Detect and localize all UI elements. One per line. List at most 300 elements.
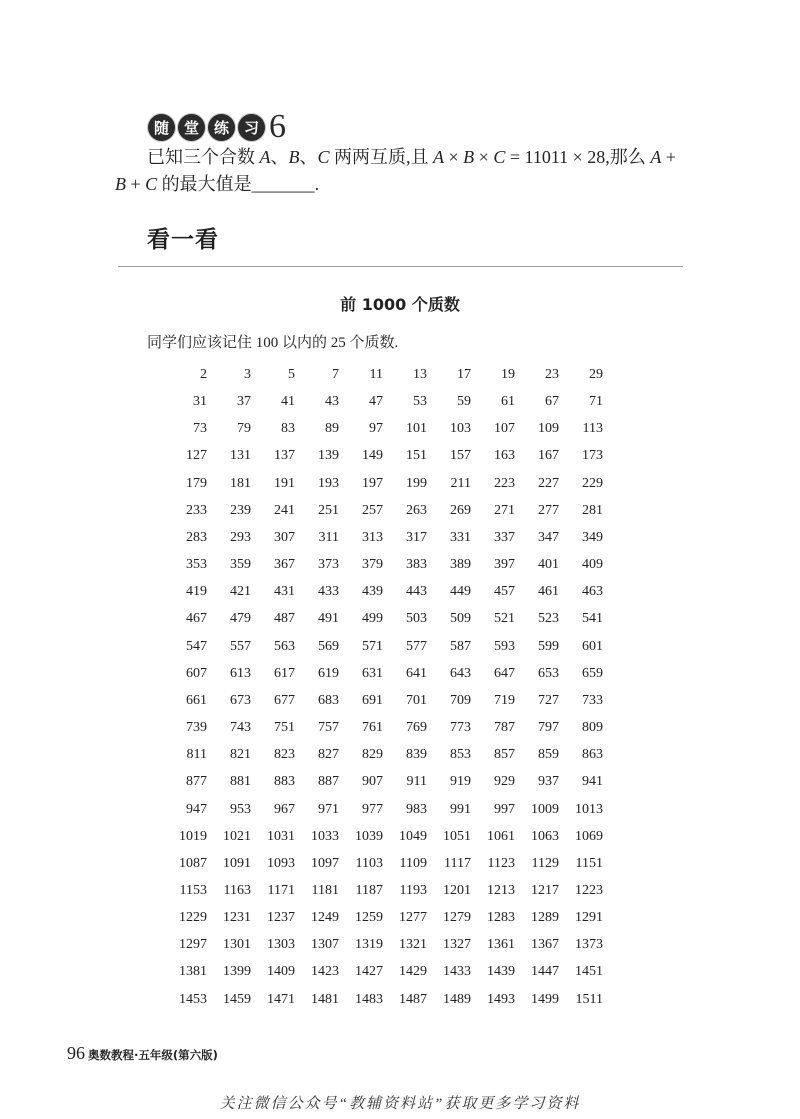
page-number: 96 <box>67 1043 85 1063</box>
prime-cell: 823 <box>274 747 295 763</box>
prime-cell: 223 <box>494 475 515 491</box>
book-title: 奥数教程·五年级(第六版) <box>88 1048 218 1062</box>
prime-cell: 877 <box>186 774 207 790</box>
prime-cell: 347 <box>538 529 559 545</box>
prime-cell: 1487 <box>399 991 427 1007</box>
prime-cell: 11 <box>369 367 383 382</box>
table-row <box>163 551 603 578</box>
prime-cell: 821 <box>230 747 251 763</box>
prime-cell: 271 <box>494 502 515 518</box>
prime-cell: 89 <box>325 421 339 437</box>
prime-cell: 107 <box>494 421 515 437</box>
question-line-1 <box>115 144 676 171</box>
prime-cell: 397 <box>494 557 515 573</box>
prime-cell: 691 <box>362 692 383 708</box>
prime-cell: 71 <box>589 394 603 410</box>
math-variable: C <box>317 147 330 167</box>
prime-cell: 151 <box>406 448 427 464</box>
table-row <box>163 958 603 985</box>
prime-cell: 1471 <box>267 991 295 1007</box>
prime-cell: 1423 <box>311 964 339 980</box>
prime-cell: 1117 <box>444 855 471 871</box>
table-row <box>163 470 603 497</box>
exercise-badge-4: 习 <box>238 114 265 141</box>
prime-cell: 383 <box>406 557 427 573</box>
table-row <box>163 578 603 605</box>
table-row <box>163 361 603 388</box>
prime-cell: 569 <box>318 638 339 654</box>
prime-cell: 67 <box>545 394 559 410</box>
prime-cell: 1453 <box>179 991 207 1007</box>
prime-cell: 211 <box>450 475 471 491</box>
prime-cell: 449 <box>450 584 471 600</box>
prime-cell: 829 <box>362 747 383 763</box>
prime-cell: 709 <box>450 692 471 708</box>
table-row <box>163 497 603 524</box>
prime-cell: 1231 <box>223 910 251 926</box>
prime-cell: 1381 <box>179 964 207 980</box>
prime-cell: 853 <box>450 747 471 763</box>
question-segment: + <box>126 174 146 194</box>
prime-cell: 733 <box>582 692 603 708</box>
prime-cell: 1229 <box>179 910 207 926</box>
prime-cell: 997 <box>494 801 515 817</box>
math-variable: B <box>115 174 126 194</box>
prime-cell: 61 <box>501 394 515 410</box>
prime-cell: 1297 <box>179 937 207 953</box>
prime-cell: 197 <box>362 475 383 491</box>
prime-cell: 499 <box>362 611 383 627</box>
table-row <box>163 768 603 795</box>
prime-cell: 1217 <box>531 882 559 898</box>
prime-cell: 283 <box>186 529 207 545</box>
prime-cell: 1399 <box>223 964 251 980</box>
prime-cell: 607 <box>186 665 207 681</box>
prime-cell: 787 <box>494 720 515 736</box>
prime-cell: 1451 <box>575 964 603 980</box>
prime-cell: 1019 <box>179 828 207 844</box>
table-row <box>163 823 603 850</box>
prime-cell: 127 <box>186 448 207 464</box>
prime-cell: 503 <box>406 611 427 627</box>
table-row <box>163 931 603 958</box>
prime-cell: 431 <box>274 584 295 600</box>
table-row <box>163 524 603 551</box>
prime-cell: 229 <box>582 475 603 491</box>
prime-cell: 773 <box>450 720 471 736</box>
prime-cell: 617 <box>274 665 295 681</box>
prime-cell: 1151 <box>575 855 603 871</box>
prime-cell: 937 <box>538 774 559 790</box>
exercise-header <box>148 108 286 145</box>
prime-cell: 1319 <box>355 937 383 953</box>
prime-cell: 467 <box>186 611 207 627</box>
prime-cell: 19 <box>501 367 515 382</box>
prime-cell: 433 <box>318 584 339 600</box>
question-segment: . <box>314 174 320 194</box>
primes-note: 同学们应该记住 100 以内的 25 个质数. <box>147 335 399 351</box>
prime-cell: 1069 <box>575 828 603 844</box>
prime-cell: 727 <box>538 692 559 708</box>
question-segment: 、 <box>299 147 318 167</box>
table-row <box>163 633 603 660</box>
prime-cell: 541 <box>582 611 603 627</box>
prime-cell: 167 <box>538 448 559 464</box>
prime-cell: 389 <box>450 557 471 573</box>
prime-cell: 647 <box>494 665 515 681</box>
prime-cell: 571 <box>362 638 383 654</box>
prime-cell: 1307 <box>311 937 339 953</box>
prime-cell: 1109 <box>399 855 427 871</box>
question-segment: 的最大值是 <box>157 174 252 194</box>
prime-cell: 191 <box>274 475 295 491</box>
prime-cell: 379 <box>362 557 383 573</box>
table-row <box>163 605 603 632</box>
prime-cell: 751 <box>274 720 295 736</box>
prime-cell: 349 <box>582 529 603 545</box>
prime-cell: 1277 <box>399 910 427 926</box>
prime-cell: 1367 <box>531 937 559 953</box>
prime-cell: 557 <box>230 638 251 654</box>
prime-cell: 179 <box>186 475 207 491</box>
prime-cell: 1163 <box>223 882 251 898</box>
prime-cell: 521 <box>494 611 515 627</box>
table-row <box>163 687 603 714</box>
prime-cell: 977 <box>362 801 383 817</box>
prime-cell: 263 <box>406 502 427 518</box>
prime-cell: 1259 <box>355 910 383 926</box>
question-segment: + <box>661 147 676 167</box>
question-segment: 已知三个合数 <box>147 147 260 167</box>
prime-cell: 233 <box>186 502 207 518</box>
prime-cell: 857 <box>494 747 515 763</box>
prime-cell: 1171 <box>267 882 295 898</box>
prime-cell: 337 <box>494 529 515 545</box>
prime-cell: 1483 <box>355 991 383 1007</box>
prime-cell: 1433 <box>443 964 471 980</box>
prime-cell: 907 <box>362 774 383 790</box>
prime-cell: 139 <box>318 448 339 464</box>
table-row <box>163 877 603 904</box>
prime-cell: 31 <box>193 394 207 410</box>
prime-cell: 919 <box>450 774 471 790</box>
math-variable: A <box>650 147 662 167</box>
math-variable: A <box>259 147 271 167</box>
prime-cell: 463 <box>582 584 603 600</box>
prime-cell: 199 <box>406 475 427 491</box>
math-variable: B <box>463 147 475 167</box>
prime-cell: 509 <box>450 611 471 627</box>
prime-cell: 83 <box>281 421 295 437</box>
prime-cell: 1033 <box>311 828 339 844</box>
prime-cell: 257 <box>362 502 383 518</box>
prime-cell: 677 <box>274 692 295 708</box>
prime-cell: 313 <box>362 529 383 545</box>
prime-cell: 331 <box>450 529 471 545</box>
table-row <box>163 388 603 415</box>
prime-cell: 193 <box>318 475 339 491</box>
prime-cell: 479 <box>230 611 251 627</box>
prime-cell: 277 <box>538 502 559 518</box>
prime-cell: 593 <box>494 638 515 654</box>
table-row <box>163 714 603 741</box>
prime-cell: 181 <box>230 475 251 491</box>
prime-cell: 859 <box>538 747 559 763</box>
prime-cell: 1051 <box>443 828 471 844</box>
prime-cell: 1039 <box>355 828 383 844</box>
prime-cell: 1063 <box>531 828 559 844</box>
prime-cell: 421 <box>230 584 251 600</box>
prime-cell: 457 <box>494 584 515 600</box>
table-row <box>163 660 603 687</box>
prime-cell: 97 <box>369 421 383 437</box>
prime-cell: 547 <box>186 638 207 654</box>
prime-cell: 307 <box>274 529 295 545</box>
table-row <box>163 741 603 768</box>
prime-cell: 883 <box>274 774 295 790</box>
prime-cell: 1123 <box>487 855 515 871</box>
prime-cell: 577 <box>406 638 427 654</box>
table-row <box>163 442 603 469</box>
prime-cell: 23 <box>545 367 559 382</box>
prime-cell: 1321 <box>399 937 427 953</box>
page-footer <box>67 1040 218 1066</box>
prime-cell: 1097 <box>311 855 339 871</box>
prime-cell: 1201 <box>443 882 471 898</box>
prime-cell: 373 <box>318 557 339 573</box>
prime-cell: 601 <box>582 638 603 654</box>
question-segment: 、 <box>270 147 289 167</box>
prime-cell: 29 <box>589 367 603 382</box>
prime-cell: 839 <box>406 747 427 763</box>
prime-cell: 1153 <box>179 882 207 898</box>
prime-cell: 1087 <box>179 855 207 871</box>
prime-cell: 17 <box>457 367 471 382</box>
prime-cell: 101 <box>406 421 427 437</box>
primes-table <box>163 361 603 1013</box>
prime-cell: 1187 <box>355 882 383 898</box>
prime-cell: 109 <box>538 421 559 437</box>
prime-cell: 239 <box>230 502 251 518</box>
prime-cell: 409 <box>582 557 603 573</box>
prime-cell: 929 <box>494 774 515 790</box>
prime-cell: 1223 <box>575 882 603 898</box>
prime-cell: 1129 <box>531 855 559 871</box>
exercise-number: 6 <box>269 108 286 145</box>
table-row <box>163 415 603 442</box>
prime-cell: 1493 <box>487 991 515 1007</box>
prime-cell: 941 <box>582 774 603 790</box>
prime-cell: 1489 <box>443 991 471 1007</box>
prime-cell: 587 <box>450 638 471 654</box>
question-segment: 两两互质,且 <box>329 147 434 167</box>
question-segment: × <box>444 147 464 167</box>
prime-cell: 113 <box>582 421 603 437</box>
prime-cell: 461 <box>538 584 559 600</box>
exercise-badge-2: 堂 <box>178 114 205 141</box>
prime-cell: 1031 <box>267 828 295 844</box>
prime-cell: 1193 <box>399 882 427 898</box>
section-title: 看一看 <box>147 227 219 252</box>
prime-cell: 809 <box>582 720 603 736</box>
prime-cell: 1021 <box>223 828 251 844</box>
prime-cell: 1459 <box>223 991 251 1007</box>
prime-cell: 757 <box>318 720 339 736</box>
prime-cell: 1249 <box>311 910 339 926</box>
prime-cell: 281 <box>582 502 603 518</box>
prime-cell: 967 <box>274 801 295 817</box>
prime-cell: 53 <box>413 394 427 410</box>
promo-banner: 关注微信公众号“教辅资料站”获取更多学习资料 <box>219 1096 581 1112</box>
prime-cell: 1291 <box>575 910 603 926</box>
prime-cell: 443 <box>406 584 427 600</box>
prime-cell: 79 <box>237 421 251 437</box>
prime-cell: 1327 <box>443 937 471 953</box>
prime-cell: 1237 <box>267 910 295 926</box>
table-row <box>163 986 603 1013</box>
prime-cell: 769 <box>406 720 427 736</box>
prime-cell: 613 <box>230 665 251 681</box>
exercise-badge-3: 练 <box>208 114 235 141</box>
prime-cell: 317 <box>406 529 427 545</box>
prime-cell: 641 <box>406 665 427 681</box>
section-divider <box>118 266 683 267</box>
prime-cell: 419 <box>186 584 207 600</box>
primes-title: 前 1000 个质数 <box>340 295 460 314</box>
prime-cell: 47 <box>369 394 383 410</box>
prime-cell: 991 <box>450 801 471 817</box>
prime-cell: 2 <box>200 367 207 382</box>
prime-cell: 173 <box>582 448 603 464</box>
prime-cell: 1049 <box>399 828 427 844</box>
prime-cell: 1093 <box>267 855 295 871</box>
prime-cell: 1361 <box>487 937 515 953</box>
prime-cell: 37 <box>237 394 251 410</box>
prime-cell: 13 <box>413 367 427 382</box>
prime-cell: 1181 <box>311 882 339 898</box>
prime-cell: 953 <box>230 801 251 817</box>
prime-cell: 811 <box>186 747 207 763</box>
table-row <box>163 904 603 931</box>
prime-cell: 149 <box>362 448 383 464</box>
prime-cell: 439 <box>362 584 383 600</box>
prime-cell: 1009 <box>531 801 559 817</box>
prime-cell: 359 <box>230 557 251 573</box>
prime-cell: 719 <box>494 692 515 708</box>
math-variable: C <box>493 147 506 167</box>
prime-cell: 3 <box>244 367 251 382</box>
prime-cell: 1061 <box>487 828 515 844</box>
prime-cell: 983 <box>406 801 427 817</box>
prime-cell: 1373 <box>575 937 603 953</box>
prime-cell: 631 <box>362 665 383 681</box>
prime-cell: 619 <box>318 665 339 681</box>
prime-cell: 661 <box>186 692 207 708</box>
prime-cell: 1283 <box>487 910 515 926</box>
prime-cell: 761 <box>362 720 383 736</box>
prime-cell: 1279 <box>443 910 471 926</box>
prime-cell: 1289 <box>531 910 559 926</box>
question-segment: = 11011 × 28,那么 <box>505 147 651 167</box>
prime-cell: 269 <box>450 502 471 518</box>
prime-cell: 311 <box>318 529 339 545</box>
table-row <box>163 796 603 823</box>
prime-cell: 1481 <box>311 991 339 1007</box>
prime-cell: 251 <box>318 502 339 518</box>
prime-cell: 353 <box>186 557 207 573</box>
prime-cell: 7 <box>332 367 339 382</box>
prime-cell: 659 <box>582 665 603 681</box>
prime-cell: 911 <box>406 774 427 790</box>
prime-cell: 487 <box>274 611 295 627</box>
prime-cell: 827 <box>318 747 339 763</box>
prime-cell: 1409 <box>267 964 295 980</box>
prime-cell: 599 <box>538 638 559 654</box>
prime-cell: 1103 <box>355 855 383 871</box>
prime-cell: 1427 <box>355 964 383 980</box>
prime-cell: 43 <box>325 394 339 410</box>
math-variable: C <box>145 174 158 194</box>
prime-cell: 701 <box>406 692 427 708</box>
prime-cell: 797 <box>538 720 559 736</box>
prime-cell: 227 <box>538 475 559 491</box>
prime-cell: 683 <box>318 692 339 708</box>
prime-cell: 1303 <box>267 937 295 953</box>
prime-cell: 673 <box>230 692 251 708</box>
prime-cell: 1301 <box>223 937 251 953</box>
prime-cell: 5 <box>288 367 295 382</box>
prime-cell: 863 <box>582 747 603 763</box>
prime-cell: 41 <box>281 394 295 410</box>
prime-cell: 59 <box>457 394 471 410</box>
prime-cell: 367 <box>274 557 295 573</box>
prime-cell: 401 <box>538 557 559 573</box>
prime-cell: 131 <box>230 448 251 464</box>
prime-cell: 1091 <box>223 855 251 871</box>
prime-cell: 137 <box>274 448 295 464</box>
prime-cell: 103 <box>450 421 471 437</box>
prime-cell: 491 <box>318 611 339 627</box>
prime-cell: 73 <box>193 421 207 437</box>
question-segment: × <box>474 147 494 167</box>
prime-cell: 887 <box>318 774 339 790</box>
prime-cell: 293 <box>230 529 251 545</box>
prime-cell: 1439 <box>487 964 515 980</box>
prime-cell: 643 <box>450 665 471 681</box>
prime-cell: 653 <box>538 665 559 681</box>
prime-cell: 1213 <box>487 882 515 898</box>
prime-cell: 1429 <box>399 964 427 980</box>
prime-cell: 163 <box>494 448 515 464</box>
prime-cell: 947 <box>186 801 207 817</box>
exercise-question <box>115 144 676 198</box>
exercise-badge-1: 随 <box>148 114 175 141</box>
prime-cell: 743 <box>230 720 251 736</box>
prime-cell: 241 <box>274 502 295 518</box>
prime-cell: 523 <box>538 611 559 627</box>
prime-cell: 563 <box>274 638 295 654</box>
math-variable: B <box>288 147 300 167</box>
prime-cell: 1013 <box>575 801 603 817</box>
question-segment: _______ <box>251 174 315 194</box>
prime-cell: 971 <box>318 801 339 817</box>
prime-cell: 1499 <box>531 991 559 1007</box>
prime-cell: 739 <box>186 720 207 736</box>
prime-cell: 1447 <box>531 964 559 980</box>
question-line-2 <box>115 171 676 198</box>
prime-cell: 881 <box>230 774 251 790</box>
prime-cell: 1511 <box>575 991 603 1007</box>
